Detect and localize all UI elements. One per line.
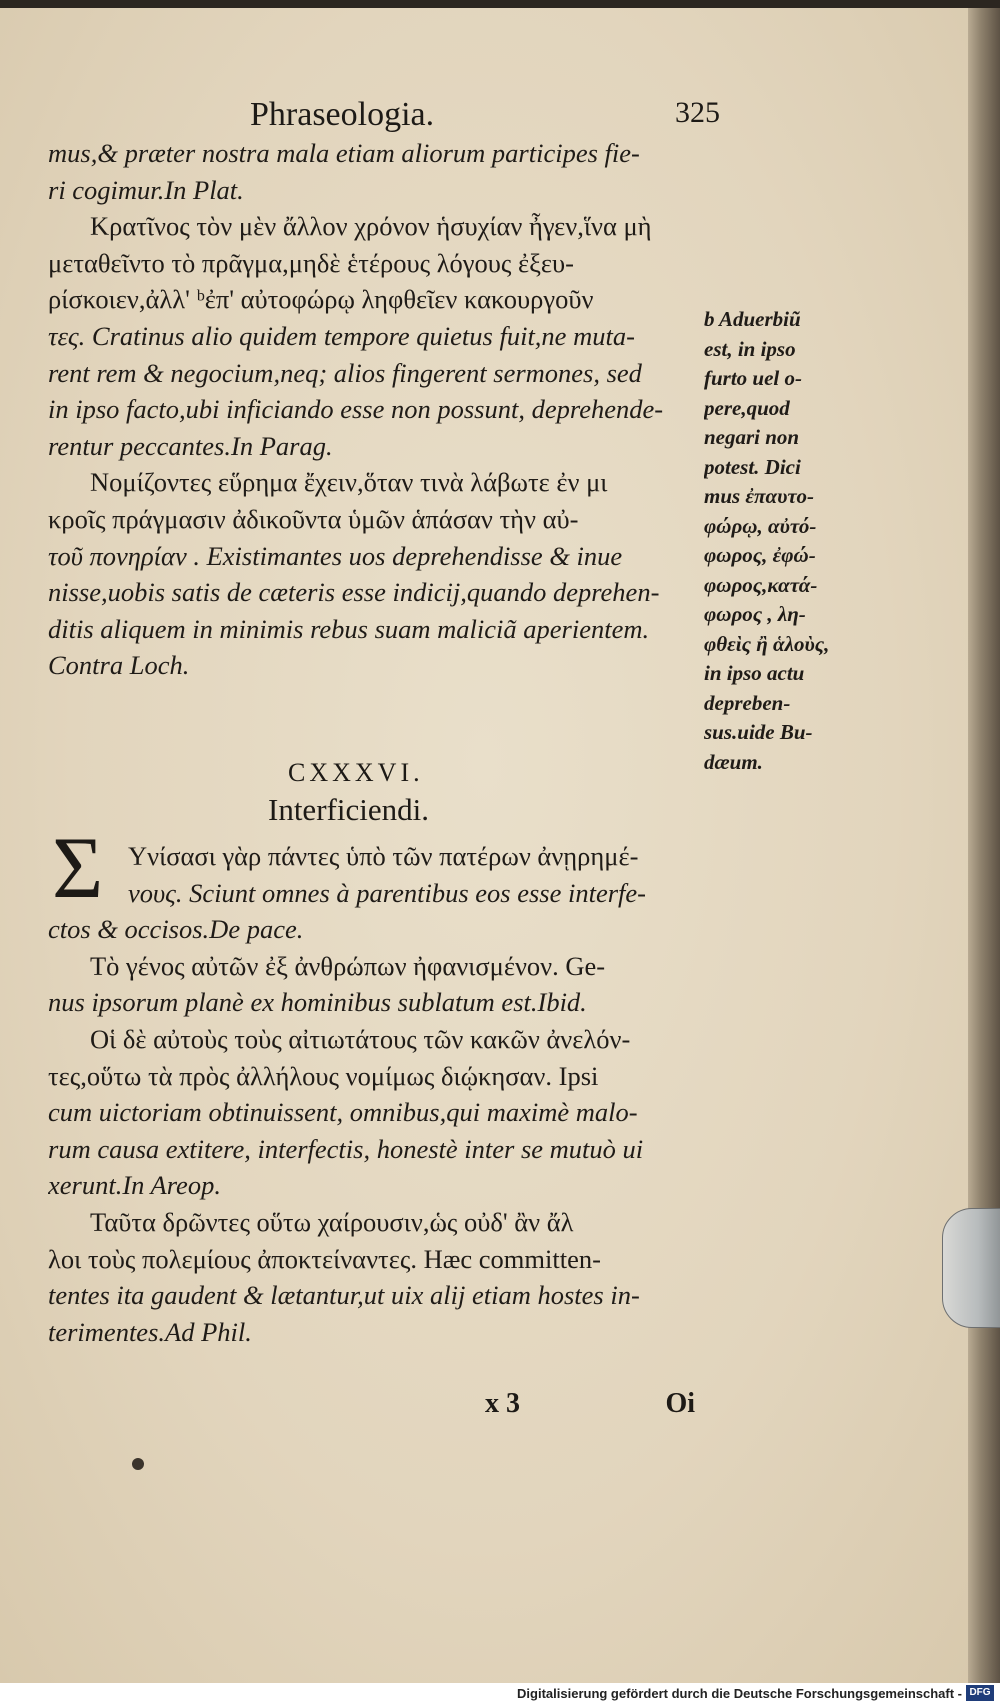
initial-letter: Σ [52, 820, 104, 917]
text-line: tentes ita gaudent & lætantur,ut uix alij etiam hostes in- [48, 1280, 640, 1311]
margin-note-line: φωρος,κατά- [704, 572, 818, 597]
text-line: xerunt.In Areop. [48, 1170, 221, 1201]
margin-note-line: φθεὶς ἢ ἁλοὺς, [704, 631, 830, 656]
text-line: ri cogimur.In Plat. [48, 174, 244, 205]
section-title: Interficiendi. [268, 792, 429, 827]
margin-note-line: mus ἐπαυτο- [704, 484, 814, 508]
text-line: Υνίσασι γὰρ πάντες ὑπὸ τῶν πατέρων ἀνῃρημέ- [128, 841, 639, 871]
text-line: τες. Cratinus alio quidem tempore quietus fuit,ne muta- [48, 320, 635, 351]
footer-credit: Digitalisierung gefördert durch die Deutsche Forschungsgemeinschaft - [517, 1686, 962, 1701]
text-line: mus,& præter nostra mala etiam aliorum participes fie- [48, 138, 640, 168]
signature-mark: x 3 [485, 1388, 520, 1419]
text-line: λοι τοὺς πολεμίους ἀποκτείναντες. Hæc committen- [48, 1243, 601, 1274]
margin-note-line: est, in ipso [704, 336, 796, 361]
text-line: κροῖς πράγμασιν ἀδικοῦντα ὑμῶν ἁπάσαν τὴν αὐ- [48, 503, 579, 534]
text-line: Νομίζοντες εὕρημα ἔχειν,ὅταν τινὰ λάβωτε ἐν μι [90, 467, 608, 498]
page-number: 325 [675, 96, 720, 129]
text-line: μεταθεῖντο τὸ πρᾶγμα,μηδὲ ἑτέρους λόγους ἐξευ- [48, 247, 575, 278]
text-line: terimentes.Ad Phil. [48, 1316, 252, 1347]
text-line: νους. Sciunt omnes à parentibus eos esse interfe- [128, 877, 646, 908]
text-line: cum uictoriam obtinuissent, omnibus,qui maximè malo- [48, 1097, 638, 1128]
margin-note-line: φωρος, ἐφώ- [704, 543, 816, 567]
signature-line [485, 1388, 695, 1428]
text-line: nisse,uobis satis de cæteris esse indicij,quando deprehen- [48, 577, 660, 608]
margin-note-line: depreben- [704, 690, 791, 715]
text-line: Ταῦτα δρῶντες οὕτω χαίρουσιν,ὡς οὐδ' ἂν ἄλ [90, 1206, 574, 1237]
margin-note-line: φώρῳ, αὐτό- [704, 513, 817, 538]
text-line: ctos & occisos.De pace. [48, 914, 304, 945]
text-line: rent rem & negocium,neq; alios fingerent sermones, sed [48, 357, 642, 388]
page-title: Phraseologia. [250, 96, 435, 133]
text-line: ρίσκοιεν,ἀλλ' ᵇἐπ' αὐτοφώρῳ ληφθεῖεν κακουργοῦν [48, 284, 594, 315]
margin-note-line: pere,quod [704, 395, 790, 420]
margin-note-line: dæum. [704, 749, 763, 774]
ink-spot [132, 1458, 144, 1470]
thumb-tab [942, 1208, 1000, 1328]
margin-note-line: potest. Dici [704, 454, 801, 479]
text-block-1 [48, 135, 698, 684]
text-line: in ipso facto,ubi inficiando esse non possunt, deprehende- [48, 394, 664, 425]
text-line: τοῦ πονηρίαν . Existimantes uos deprehendisse & inue [48, 540, 623, 571]
text-line: rentur peccantes.In Parag. [48, 430, 333, 461]
text-line: ditis aliquem in minimis rebus suam maliciã aperientem. [48, 613, 650, 644]
margin-note [704, 305, 832, 777]
text-line: Τὸ γένος αὐτῶν ἐξ ἀνθρώπων ἠφανισμένον. Ge- [90, 950, 606, 981]
margin-note-line: furto uel o- [704, 366, 803, 390]
margin-note-line: in ipso actu [704, 661, 805, 685]
text-block-2 [48, 838, 698, 1350]
catchword: Oi [665, 1388, 695, 1419]
text-line: rum causa extitere, interfectis, honestè inter se mutuò ui [48, 1133, 644, 1164]
text-line: Contra Loch. [48, 650, 190, 681]
margin-note-line: sus.uide Bu- [704, 720, 813, 744]
text-line: τες,οὕτω τὰ πρὸς ἀλλήλους νομίμως διῴκησαν. Ipsi [48, 1060, 599, 1091]
footer-bar [0, 1683, 1000, 1705]
text-line: Κρατῖνος τὸν μὲν ἄλλον χρόνον ἡσυχίαν ἦγεν,ἵνα μὴ [90, 211, 652, 242]
text-line: nus ipsorum planè ex hominibus sublatum est.Ibid. [48, 987, 587, 1018]
section-number: CXXXVI. [288, 758, 424, 787]
margin-note-line: φωρος , λη- [704, 602, 806, 626]
text-line: Οἱ δὲ αὐτοὺς τοὺς αἰτιωτάτους τῶν κακῶν ἀνελόν- [90, 1023, 631, 1054]
running-head [250, 96, 720, 140]
margin-note-line: b Aduerbiũ [704, 307, 801, 331]
page-edge [968, 8, 1000, 1683]
margin-note-line: negari non [704, 425, 800, 449]
dfg-logo: DFG [966, 1685, 994, 1701]
